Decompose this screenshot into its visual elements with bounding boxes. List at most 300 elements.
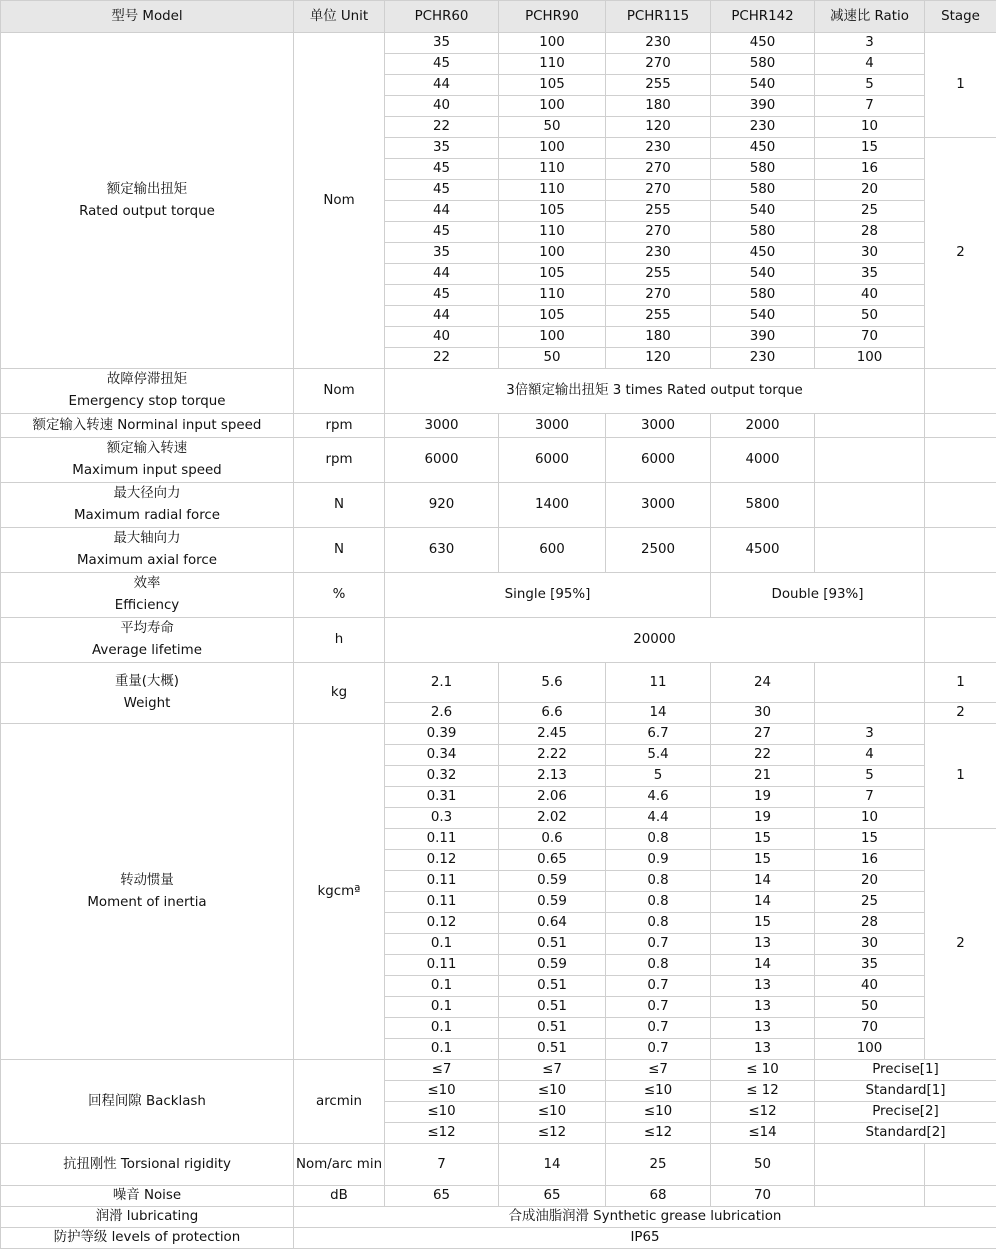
torque-cell: 44 <box>385 264 499 285</box>
torque-cell: 540 <box>711 306 815 327</box>
inertia-cell: 0.51 <box>499 934 606 955</box>
inertia-cell: 0.8 <box>606 955 711 976</box>
weight-stage: 1 <box>925 663 996 703</box>
inertia-cell: 15 <box>711 913 815 934</box>
inertia-cell: 0.59 <box>499 955 606 976</box>
inertia-cell: 14 <box>711 955 815 976</box>
max-speed-row <box>1 438 996 483</box>
radial-label <box>1 483 294 528</box>
axial-cell: 2500 <box>606 528 711 573</box>
inertia-row <box>1 724 996 745</box>
max-speed-label-en: Maximum input speed <box>3 460 291 482</box>
torque-cell: 45 <box>385 180 499 201</box>
efficiency-label-cn: 效率 <box>3 573 291 595</box>
weight-row <box>1 663 996 703</box>
inertia-cell: 5.4 <box>606 745 711 766</box>
efficiency-label-en: Efficiency <box>3 595 291 617</box>
backlash-cell: ≤ 10 <box>711 1060 815 1081</box>
torque-unit: Nom <box>294 33 385 369</box>
torque-cell: 270 <box>606 159 711 180</box>
inertia-cell: 4.4 <box>606 808 711 829</box>
inertia-cell: 0.3 <box>385 808 499 829</box>
nominal-speed-cell: 3000 <box>385 414 499 438</box>
torque-cell: 100 <box>499 96 606 117</box>
header-row <box>1 1 996 33</box>
torque-cell: 270 <box>606 285 711 306</box>
efficiency-double: Double [93%] <box>711 573 925 618</box>
torque-cell: 580 <box>711 159 815 180</box>
torque-cell: 110 <box>499 54 606 75</box>
backlash-cell: ≤ 12 <box>711 1081 815 1102</box>
emergency-unit: Nom <box>294 369 385 414</box>
weight-cell: 14 <box>606 703 711 724</box>
efficiency-unit: % <box>294 573 385 618</box>
inertia-cell: 0.8 <box>606 829 711 850</box>
torque-cell: 44 <box>385 75 499 96</box>
lifetime-label-cn: 平均寿命 <box>3 618 291 640</box>
inertia-ratio: 70 <box>815 1018 925 1039</box>
inertia-cell: 0.7 <box>606 997 711 1018</box>
protection-label: 防护等级 levels of protection <box>1 1228 294 1249</box>
noise-cell: 65 <box>385 1186 499 1207</box>
weight-cell: 24 <box>711 663 815 703</box>
inertia-cell: 6.7 <box>606 724 711 745</box>
torque-cell: 100 <box>499 33 606 54</box>
torque-cell: 105 <box>499 201 606 222</box>
noise-cell: 70 <box>711 1186 815 1207</box>
inertia-cell: 0.32 <box>385 766 499 787</box>
lifetime-value: 20000 <box>385 618 925 663</box>
lifetime-unit: h <box>294 618 385 663</box>
inertia-ratio: 50 <box>815 997 925 1018</box>
radial-cell: 3000 <box>606 483 711 528</box>
inertia-cell: 0.59 <box>499 871 606 892</box>
radial-cell: 920 <box>385 483 499 528</box>
spec-table-body <box>1 33 996 1249</box>
backlash-cell: ≤10 <box>606 1081 711 1102</box>
torque-ratio: 30 <box>815 243 925 264</box>
emergency-label-en: Emergency stop torque <box>3 391 291 413</box>
inertia-ratio: 20 <box>815 871 925 892</box>
backlash-cell: ≤7 <box>606 1060 711 1081</box>
torque-label <box>1 33 294 369</box>
torque-cell: 580 <box>711 180 815 201</box>
backlash-cell: ≤10 <box>499 1081 606 1102</box>
inertia-cell: 22 <box>711 745 815 766</box>
header-pchr115: PCHR115 <box>606 1 711 33</box>
inertia-ratio: 5 <box>815 766 925 787</box>
torque-cell: 580 <box>711 54 815 75</box>
backlash-row <box>1 1060 996 1081</box>
torque-cell: 580 <box>711 285 815 306</box>
radial-label-cn: 最大径向力 <box>3 483 291 505</box>
torque-cell: 230 <box>606 138 711 159</box>
inertia-cell: 4.6 <box>606 787 711 808</box>
lifetime-label <box>1 618 294 663</box>
torque-cell: 110 <box>499 222 606 243</box>
weight-cell: 2.1 <box>385 663 499 703</box>
inertia-cell: 0.11 <box>385 829 499 850</box>
empty-cell <box>925 438 996 483</box>
empty-cell <box>925 483 996 528</box>
axial-cell: 600 <box>499 528 606 573</box>
nominal-speed-cell: 3000 <box>606 414 711 438</box>
torque-cell: 45 <box>385 159 499 180</box>
noise-cell: 68 <box>606 1186 711 1207</box>
inertia-stage-2: 2 <box>925 829 996 1060</box>
lubrication-row <box>1 1207 996 1228</box>
torque-cell: 450 <box>711 243 815 264</box>
radial-unit: N <box>294 483 385 528</box>
inertia-ratio: 100 <box>815 1039 925 1060</box>
torque-cell: 450 <box>711 33 815 54</box>
weight-label-en: Weight <box>3 693 291 715</box>
inertia-cell: 2.13 <box>499 766 606 787</box>
empty-cell <box>925 618 996 663</box>
inertia-cell: 13 <box>711 934 815 955</box>
torque-ratio: 10 <box>815 117 925 138</box>
inertia-unit: kgcmª <box>294 724 385 1060</box>
rigidity-label: 抗扭刚性 Torsional rigidity <box>1 1144 294 1186</box>
inertia-cell: 0.12 <box>385 913 499 934</box>
inertia-cell: 0.1 <box>385 934 499 955</box>
backlash-cell: ≤7 <box>385 1060 499 1081</box>
nominal-speed-label: 额定输入转速 Norminal input speed <box>1 414 294 438</box>
empty-cell <box>815 1186 925 1207</box>
torque-cell: 35 <box>385 33 499 54</box>
torque-cell: 105 <box>499 264 606 285</box>
inertia-cell: 15 <box>711 829 815 850</box>
inertia-cell: 21 <box>711 766 815 787</box>
torque-label-en: Rated output torque <box>3 201 291 223</box>
efficiency-single: Single [95%] <box>385 573 711 618</box>
inertia-ratio: 16 <box>815 850 925 871</box>
rigidity-cell: 7 <box>385 1144 499 1186</box>
axial-unit: N <box>294 528 385 573</box>
torque-cell: 45 <box>385 54 499 75</box>
inertia-ratio: 40 <box>815 976 925 997</box>
weight-cell: 2.6 <box>385 703 499 724</box>
inertia-cell: 13 <box>711 1039 815 1060</box>
inertia-cell: 0.12 <box>385 850 499 871</box>
inertia-cell: 0.34 <box>385 745 499 766</box>
inertia-ratio: 35 <box>815 955 925 976</box>
inertia-cell: 0.11 <box>385 955 499 976</box>
torque-cell: 22 <box>385 348 499 369</box>
inertia-label-en: Moment of inertia <box>3 892 291 914</box>
inertia-ratio: 30 <box>815 934 925 955</box>
inertia-cell: 0.8 <box>606 871 711 892</box>
backlash-label: 回程间隙 Backlash <box>1 1060 294 1144</box>
inertia-cell: 0.51 <box>499 1018 606 1039</box>
efficiency-label <box>1 573 294 618</box>
inertia-cell: 0.59 <box>499 892 606 913</box>
header-ratio: 减速比 Ratio <box>815 1 925 33</box>
torque-cell: 540 <box>711 264 815 285</box>
inertia-cell: 0.8 <box>606 913 711 934</box>
torque-cell: 105 <box>499 75 606 96</box>
torque-cell: 100 <box>499 138 606 159</box>
backlash-cell: ≤7 <box>499 1060 606 1081</box>
torque-cell: 50 <box>499 348 606 369</box>
torque-cell: 230 <box>606 33 711 54</box>
inertia-ratio: 25 <box>815 892 925 913</box>
empty-cell <box>815 663 925 703</box>
torque-cell: 120 <box>606 117 711 138</box>
noise-unit: dB <box>294 1186 385 1207</box>
lubrication-value: 合成油脂润滑 Synthetic grease lubrication <box>294 1207 996 1228</box>
torque-cell: 44 <box>385 201 499 222</box>
radial-row <box>1 483 996 528</box>
torque-cell: 230 <box>606 243 711 264</box>
backlash-grade: Standard[2] <box>815 1123 996 1144</box>
weight-cell: 5.6 <box>499 663 606 703</box>
inertia-ratio: 4 <box>815 745 925 766</box>
empty-cell <box>815 414 925 438</box>
rigidity-cell: 25 <box>606 1144 711 1186</box>
torque-cell: 540 <box>711 75 815 96</box>
nominal-speed-row <box>1 414 996 438</box>
torque-ratio: 20 <box>815 180 925 201</box>
radial-cell: 1400 <box>499 483 606 528</box>
torque-ratio: 5 <box>815 75 925 96</box>
weight-stage: 2 <box>925 703 996 724</box>
inertia-cell: 0.11 <box>385 871 499 892</box>
weight-cell: 6.6 <box>499 703 606 724</box>
noise-cell: 65 <box>499 1186 606 1207</box>
protection-row <box>1 1228 996 1249</box>
torque-stage-1: 1 <box>925 33 996 138</box>
radial-label-en: Maximum radial force <box>3 505 291 527</box>
torque-cell: 270 <box>606 222 711 243</box>
torque-cell: 110 <box>499 180 606 201</box>
inertia-cell: 19 <box>711 808 815 829</box>
empty-cell <box>815 483 925 528</box>
torque-stage-2: 2 <box>925 138 996 369</box>
torque-cell: 44 <box>385 306 499 327</box>
backlash-cell: ≤14 <box>711 1123 815 1144</box>
torque-cell: 40 <box>385 327 499 348</box>
inertia-cell: 0.51 <box>499 1039 606 1060</box>
backlash-grade: Standard[1] <box>815 1081 996 1102</box>
inertia-cell: 13 <box>711 976 815 997</box>
torque-cell: 230 <box>711 117 815 138</box>
weight-label <box>1 663 294 724</box>
emergency-row <box>1 369 996 414</box>
inertia-ratio: 7 <box>815 787 925 808</box>
empty-cell <box>815 528 925 573</box>
inertia-cell: 0.1 <box>385 1018 499 1039</box>
torque-cell: 35 <box>385 138 499 159</box>
efficiency-row <box>1 573 996 618</box>
torque-cell: 230 <box>711 348 815 369</box>
torque-ratio: 28 <box>815 222 925 243</box>
inertia-cell: 0.64 <box>499 913 606 934</box>
header-pchr90: PCHR90 <box>499 1 606 33</box>
inertia-cell: 0.6 <box>499 829 606 850</box>
max-speed-label-cn: 额定输入转速 <box>3 438 291 460</box>
torque-cell: 390 <box>711 327 815 348</box>
inertia-cell: 14 <box>711 871 815 892</box>
torque-cell: 45 <box>385 285 499 306</box>
torque-label-cn: 额定输出扭矩 <box>3 179 291 201</box>
inertia-cell: 5 <box>606 766 711 787</box>
lifetime-label-en: Average lifetime <box>3 640 291 662</box>
inertia-label <box>1 724 294 1060</box>
torque-cell: 540 <box>711 201 815 222</box>
inertia-ratio: 10 <box>815 808 925 829</box>
emergency-label-cn: 故障停滞扭矩 <box>3 369 291 391</box>
torque-ratio: 7 <box>815 96 925 117</box>
inertia-cell: 0.7 <box>606 976 711 997</box>
axial-label-cn: 最大轴向力 <box>3 528 291 550</box>
inertia-stage-1: 1 <box>925 724 996 829</box>
torque-ratio: 15 <box>815 138 925 159</box>
empty-cell <box>925 414 996 438</box>
inertia-cell: 0.65 <box>499 850 606 871</box>
inertia-cell: 2.02 <box>499 808 606 829</box>
torque-ratio: 35 <box>815 264 925 285</box>
backlash-grade: Precise[1] <box>815 1060 996 1081</box>
torque-cell: 35 <box>385 243 499 264</box>
torque-cell: 45 <box>385 222 499 243</box>
torque-cell: 180 <box>606 96 711 117</box>
torque-ratio: 50 <box>815 306 925 327</box>
lifetime-row <box>1 618 996 663</box>
inertia-ratio: 15 <box>815 829 925 850</box>
torque-cell: 22 <box>385 117 499 138</box>
weight-cell: 30 <box>711 703 815 724</box>
inertia-cell: 2.06 <box>499 787 606 808</box>
torque-cell: 110 <box>499 285 606 306</box>
empty-cell <box>815 1144 925 1186</box>
torque-ratio: 4 <box>815 54 925 75</box>
rigidity-cell: 50 <box>711 1144 815 1186</box>
noise-label: 噪音 Noise <box>1 1186 294 1207</box>
torque-cell: 100 <box>499 327 606 348</box>
inertia-cell: 2.22 <box>499 745 606 766</box>
torque-cell: 270 <box>606 54 711 75</box>
torque-row <box>1 33 996 54</box>
inertia-cell: 0.7 <box>606 934 711 955</box>
header-pchr142: PCHR142 <box>711 1 815 33</box>
emergency-label <box>1 369 294 414</box>
empty-cell <box>925 1186 996 1207</box>
inertia-cell: 0.31 <box>385 787 499 808</box>
weight-cell: 11 <box>606 663 711 703</box>
inertia-cell: 0.11 <box>385 892 499 913</box>
rigidity-cell: 14 <box>499 1144 606 1186</box>
nominal-speed-cell: 2000 <box>711 414 815 438</box>
torque-cell: 255 <box>606 201 711 222</box>
axial-label-en: Maximum axial force <box>3 550 291 572</box>
torque-ratio: 70 <box>815 327 925 348</box>
inertia-ratio: 3 <box>815 724 925 745</box>
torque-cell: 450 <box>711 138 815 159</box>
torque-cell: 255 <box>606 264 711 285</box>
header-stage: Stage <box>925 1 996 33</box>
torque-ratio: 100 <box>815 348 925 369</box>
inertia-cell: 0.1 <box>385 997 499 1018</box>
axial-cell: 630 <box>385 528 499 573</box>
inertia-cell: 14 <box>711 892 815 913</box>
backlash-unit: arcmin <box>294 1060 385 1144</box>
torque-cell: 110 <box>499 159 606 180</box>
weight-label-cn: 重量(大概) <box>3 671 291 693</box>
max-speed-label <box>1 438 294 483</box>
inertia-cell: 0.8 <box>606 892 711 913</box>
inertia-cell: 13 <box>711 997 815 1018</box>
inertia-cell: 0.51 <box>499 997 606 1018</box>
empty-cell <box>925 369 996 414</box>
torque-cell: 390 <box>711 96 815 117</box>
inertia-cell: 15 <box>711 850 815 871</box>
axial-cell: 4500 <box>711 528 815 573</box>
torque-cell: 105 <box>499 306 606 327</box>
torque-cell: 40 <box>385 96 499 117</box>
backlash-cell: ≤12 <box>499 1123 606 1144</box>
inertia-cell: 0.9 <box>606 850 711 871</box>
inertia-cell: 27 <box>711 724 815 745</box>
torque-ratio: 3 <box>815 33 925 54</box>
inertia-cell: 0.51 <box>499 976 606 997</box>
empty-cell <box>925 528 996 573</box>
inertia-ratio: 28 <box>815 913 925 934</box>
backlash-cell: ≤12 <box>385 1123 499 1144</box>
backlash-cell: ≤10 <box>606 1102 711 1123</box>
backlash-grade: Precise[2] <box>815 1102 996 1123</box>
torque-cell: 580 <box>711 222 815 243</box>
backlash-cell: ≤10 <box>385 1102 499 1123</box>
empty-cell <box>815 703 925 724</box>
inertia-cell: 0.7 <box>606 1039 711 1060</box>
backlash-cell: ≤12 <box>606 1123 711 1144</box>
torque-cell: 255 <box>606 75 711 96</box>
empty-cell <box>815 438 925 483</box>
inertia-cell: 0.39 <box>385 724 499 745</box>
header-unit: 单位 Unit <box>294 1 385 33</box>
torque-ratio: 40 <box>815 285 925 306</box>
torque-cell: 270 <box>606 180 711 201</box>
backlash-cell: ≤10 <box>385 1081 499 1102</box>
torque-cell: 50 <box>499 117 606 138</box>
inertia-cell: 19 <box>711 787 815 808</box>
nominal-speed-unit: rpm <box>294 414 385 438</box>
torque-ratio: 25 <box>815 201 925 222</box>
max-speed-cell: 6000 <box>499 438 606 483</box>
inertia-cell: 13 <box>711 1018 815 1039</box>
empty-cell <box>925 1144 996 1186</box>
inertia-cell: 0.1 <box>385 976 499 997</box>
noise-row <box>1 1186 996 1207</box>
max-speed-unit: rpm <box>294 438 385 483</box>
inertia-cell: 0.1 <box>385 1039 499 1060</box>
torque-cell: 180 <box>606 327 711 348</box>
inertia-cell: 0.7 <box>606 1018 711 1039</box>
emergency-value: 3倍額定输出扭矩 3 times Rated output torque <box>385 369 925 414</box>
torque-ratio: 16 <box>815 159 925 180</box>
header-pchr60: PCHR60 <box>385 1 499 33</box>
rigidity-row <box>1 1144 996 1186</box>
radial-cell: 5800 <box>711 483 815 528</box>
inertia-label-cn: 转动惯量 <box>3 870 291 892</box>
max-speed-cell: 6000 <box>385 438 499 483</box>
header-model: 型号 Model <box>1 1 294 33</box>
torque-cell: 100 <box>499 243 606 264</box>
max-speed-cell: 6000 <box>606 438 711 483</box>
torque-cell: 120 <box>606 348 711 369</box>
backlash-cell: ≤12 <box>711 1102 815 1123</box>
